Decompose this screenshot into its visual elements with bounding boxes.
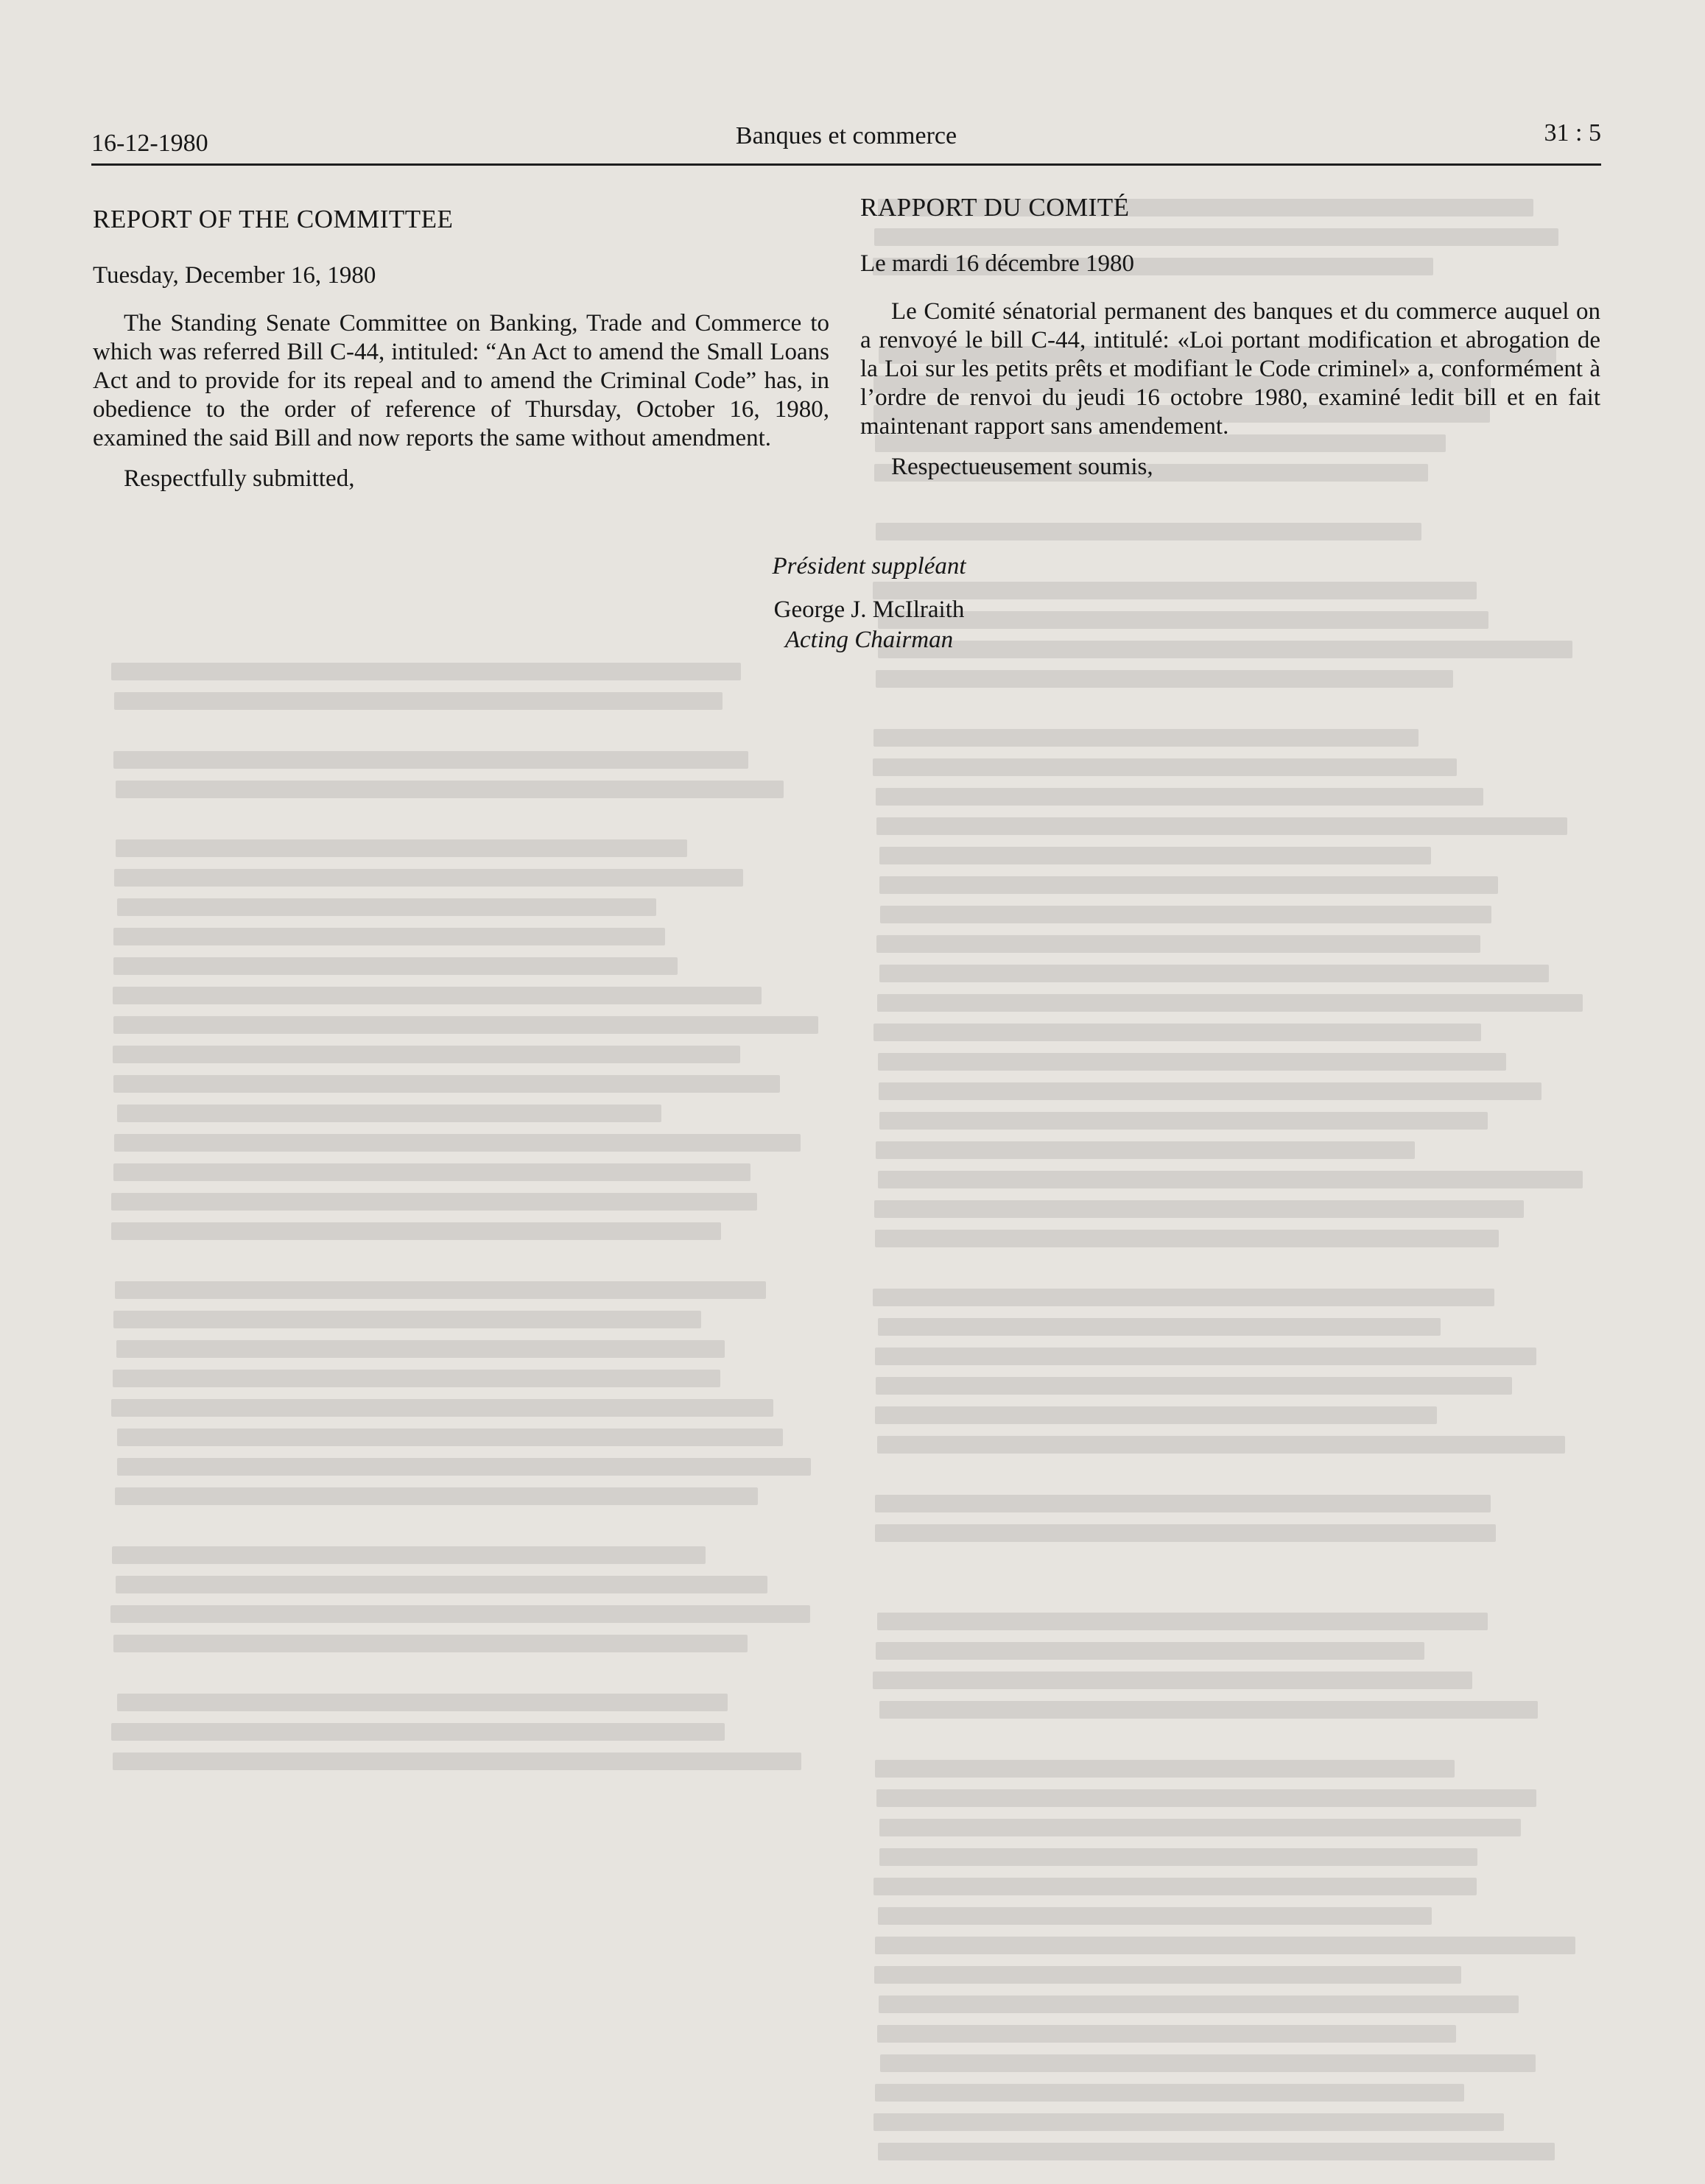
bleed-through-line bbox=[116, 781, 784, 798]
bleed-through-line bbox=[873, 758, 1457, 776]
bleed-through-line bbox=[113, 1163, 750, 1181]
bleed-through-line bbox=[879, 1082, 1541, 1100]
bleed-through-line bbox=[115, 1487, 759, 1505]
bleed-through-line bbox=[873, 1672, 1472, 1689]
bleed-through-line bbox=[878, 1053, 1506, 1071]
bleed-through-line bbox=[873, 1024, 1482, 1041]
running-head bbox=[91, 119, 1601, 166]
english-closing: Respectfully submitted, bbox=[124, 465, 355, 492]
bleed-through-line bbox=[111, 1399, 773, 1417]
english-report-heading: REPORT OF THE COMMITTEE bbox=[93, 205, 454, 233]
bleed-through-line bbox=[873, 2113, 1504, 2131]
bleed-through-line bbox=[113, 1311, 701, 1328]
bleed-through-line bbox=[877, 1613, 1488, 1630]
bleed-through-line bbox=[875, 1495, 1491, 1512]
bleed-through-line bbox=[873, 729, 1419, 747]
bleed-through-line bbox=[873, 1878, 1477, 1895]
bleed-through-line bbox=[113, 751, 748, 769]
signature-name: George J. McIlraith bbox=[773, 596, 965, 623]
bleed-through-line bbox=[879, 1112, 1488, 1130]
bleed-through-line bbox=[876, 1642, 1424, 1660]
bleed-through-line bbox=[113, 987, 762, 1004]
bleed-through-line bbox=[876, 788, 1483, 806]
bleed-through-line bbox=[875, 1760, 1455, 1778]
bleed-through-line bbox=[880, 906, 1491, 923]
bleed-through-line bbox=[874, 1200, 1524, 1218]
bleed-through-line bbox=[875, 1937, 1576, 1954]
bleed-through-line bbox=[113, 928, 665, 945]
bleed-through-line bbox=[875, 2084, 1464, 2102]
bleed-through-line bbox=[111, 1193, 757, 1211]
french-report-column bbox=[860, 193, 1600, 482]
bleed-through-line bbox=[877, 1436, 1566, 1454]
bleed-through-line bbox=[876, 817, 1567, 835]
signature-title-english: Acting Chairman bbox=[784, 627, 954, 653]
bleed-through-line bbox=[113, 957, 677, 975]
bleed-through-line bbox=[116, 839, 687, 857]
english-report-date: Tuesday, December 16, 1980 bbox=[93, 262, 376, 289]
bleed-through-line bbox=[878, 2143, 1554, 2160]
bleed-through-line bbox=[876, 1141, 1415, 1159]
bleed-through-line bbox=[876, 670, 1453, 688]
page-number: 31 : 5 bbox=[1544, 119, 1601, 147]
bleed-through-line bbox=[875, 1406, 1437, 1424]
bleed-through-line bbox=[117, 1429, 783, 1446]
running-head-title: Banques et commerce bbox=[735, 122, 957, 149]
bleed-through-line bbox=[880, 2054, 1536, 2072]
bleed-through-line bbox=[117, 1105, 661, 1122]
bleed-through-line bbox=[876, 523, 1421, 540]
bleed-through-line bbox=[879, 1848, 1477, 1866]
bleed-through-line bbox=[113, 1075, 780, 1093]
bleed-through-line bbox=[111, 1723, 725, 1741]
bleed-through-line bbox=[875, 1524, 1495, 1542]
bleed-through-line bbox=[117, 1694, 728, 1711]
bleed-through-line bbox=[114, 869, 743, 887]
bleed-through-line bbox=[110, 1605, 810, 1623]
bleed-through-line bbox=[879, 876, 1498, 894]
english-report-body: The Standing Senate Committee on Banking, Trade and Commerce to which was referred Bill C-44, intituled: “An Act to amend the Small Loans Act and to provide for its repeal and to amend the Criminal Code” has, in obedience to the order of reference of Thursday, October 16, 1980, examined the said Bill and now reports the same without amendment. bbox=[93, 310, 829, 451]
bleed-through-line bbox=[113, 1753, 801, 1770]
bleed-through-line bbox=[873, 1289, 1494, 1306]
bleed-through-line bbox=[879, 1701, 1539, 1719]
bleed-through-line bbox=[117, 1458, 811, 1476]
bleed-through-line bbox=[113, 1370, 720, 1387]
bleed-through-line bbox=[877, 2025, 1456, 2043]
bleed-through-line bbox=[875, 1348, 1536, 1365]
bleed-through-line bbox=[113, 1635, 748, 1652]
bleed-through-line bbox=[878, 1907, 1432, 1925]
bleed-through-line bbox=[113, 1046, 739, 1063]
bleed-through-line bbox=[877, 994, 1583, 1012]
french-report-body: Le Comité sénatorial permanent des banques et du commerce auquel on a renvoyé le bill C-44, intitulé: «Loi portant modification et abrogation de la Loi sur les petits prêts et modifiant le Code criminel» a, conformément à l’ordre de renvoi du jeudi 16 octobre 1980, examiné ledit bill et en fait maintenant rapport sans amendement. bbox=[860, 298, 1600, 440]
bleed-through-line bbox=[115, 1281, 765, 1299]
bleed-through-line bbox=[116, 1576, 767, 1593]
bleed-through-line bbox=[111, 663, 741, 680]
french-report-heading: RAPPORT DU COMITÉ bbox=[860, 193, 1130, 222]
signature-block bbox=[729, 552, 1009, 655]
bleed-through-line bbox=[114, 692, 723, 710]
french-report-date: Le mardi 16 décembre 1980 bbox=[860, 250, 1135, 277]
bleed-through-line bbox=[113, 1016, 818, 1034]
bleed-through-line bbox=[111, 1222, 721, 1240]
bleed-through-line bbox=[117, 898, 656, 916]
signature-title-french: Président suppléant bbox=[772, 553, 966, 580]
bleed-through-line bbox=[114, 1134, 801, 1152]
french-closing: Respectueusement soumis, bbox=[891, 454, 1153, 480]
bleed-through-line bbox=[876, 1789, 1536, 1807]
bleed-through-line bbox=[876, 935, 1480, 953]
bleed-through-line bbox=[878, 1171, 1583, 1188]
bleed-through-line bbox=[879, 1995, 1519, 2013]
bleed-through-line bbox=[879, 1819, 1521, 1836]
bleed-through-line bbox=[879, 847, 1431, 864]
english-report-column bbox=[93, 205, 829, 493]
bleed-through-line bbox=[875, 1230, 1499, 1247]
bleed-through-line bbox=[876, 1377, 1512, 1395]
bleed-through-line bbox=[112, 1546, 706, 1564]
bleed-through-line bbox=[116, 1340, 724, 1358]
running-head-date: 16-12-1980 bbox=[91, 130, 208, 157]
bleed-through-line bbox=[874, 1966, 1461, 1984]
bleed-through-line bbox=[878, 1318, 1441, 1336]
bleed-through-line bbox=[879, 965, 1549, 982]
